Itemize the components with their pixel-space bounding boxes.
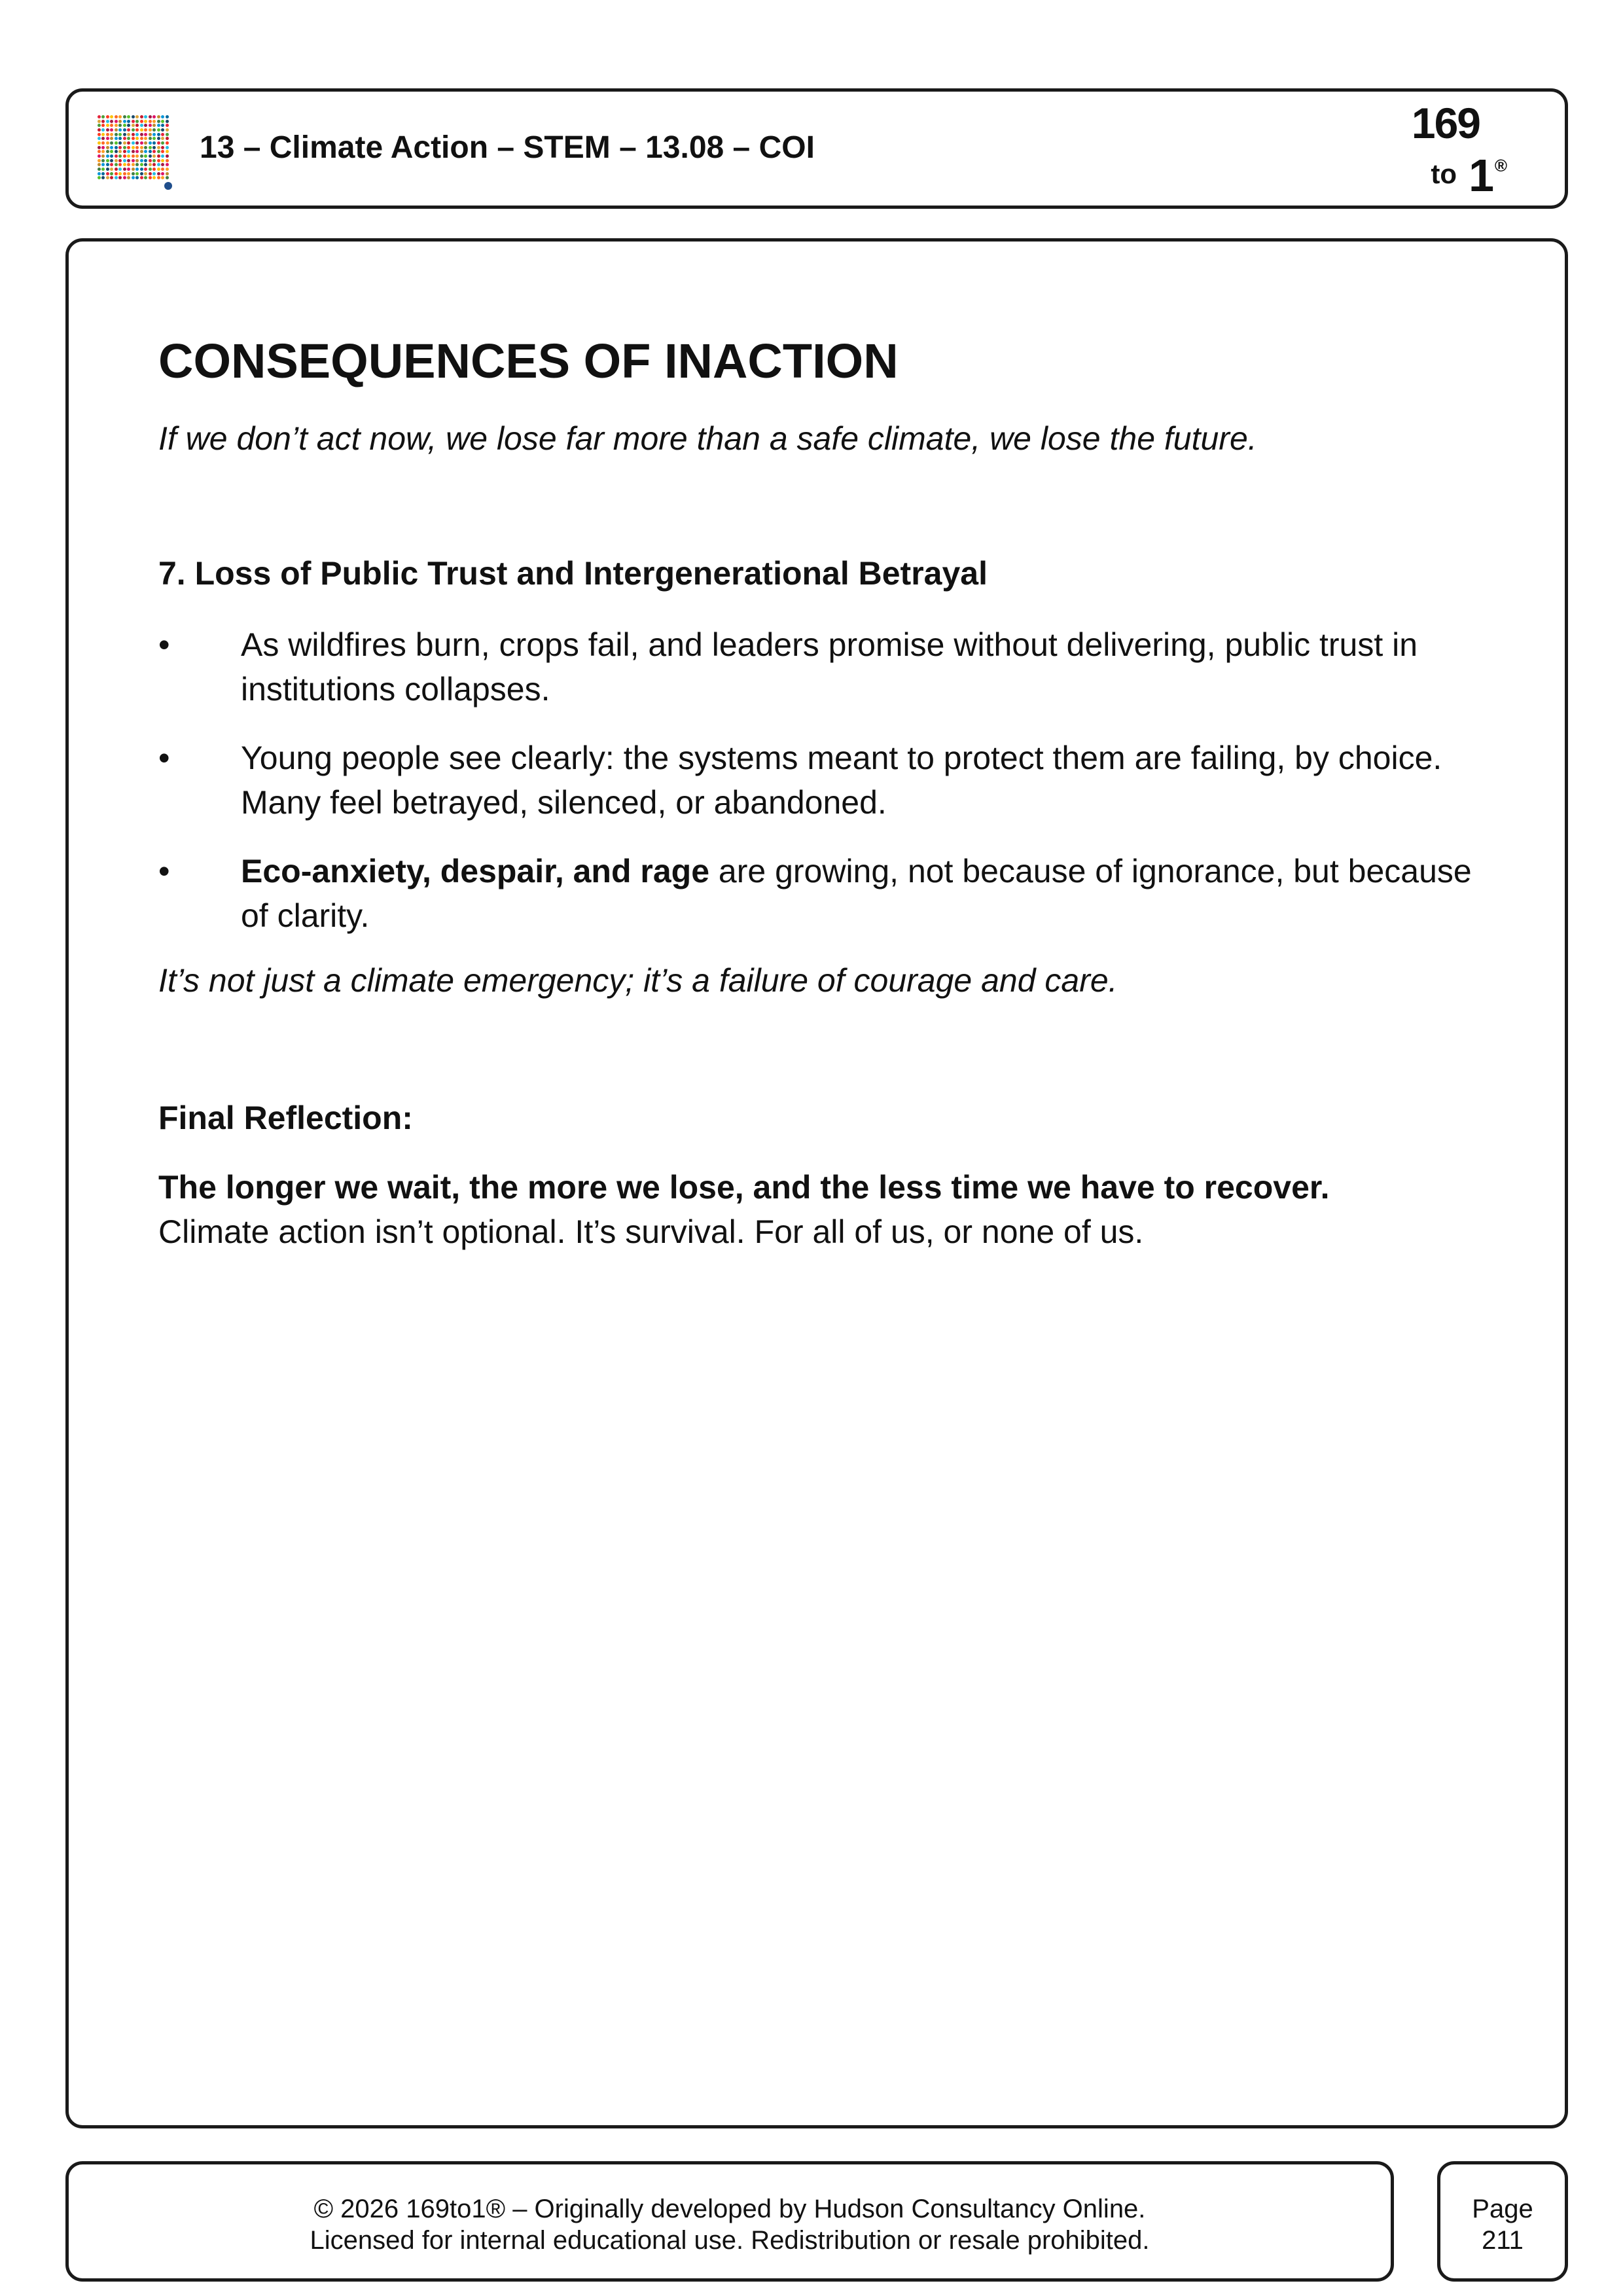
logo-dot <box>144 128 147 132</box>
logo-dot <box>98 172 101 175</box>
logo-dot <box>118 141 122 145</box>
logo-dot <box>115 168 118 171</box>
logo-dot <box>123 159 126 162</box>
logo-dot <box>127 172 130 175</box>
logo-dot <box>106 159 109 162</box>
logo-dot <box>127 176 130 179</box>
logo-dot <box>166 146 169 149</box>
logo-dot <box>166 172 169 175</box>
logo-dot <box>110 159 113 162</box>
section-heading: 7. Loss of Public Trust and Intergenerational Betrayal <box>158 555 988 592</box>
logo-dot <box>157 159 160 162</box>
logo-dot <box>135 141 139 145</box>
bullet-body: Young people see clearly: the systems meant to protect them are failing, by choice. Many feel betrayed, silenced, or abandoned. <box>241 740 1442 821</box>
sdg-dot-grid-logo <box>98 115 169 181</box>
logo-dot <box>157 115 160 118</box>
logo-dot <box>98 168 101 171</box>
logo-dot <box>123 163 126 166</box>
logo-dot <box>161 176 164 179</box>
logo-dot <box>123 128 126 132</box>
logo-dot <box>110 176 113 179</box>
logo-dot <box>132 128 135 132</box>
logo-dot <box>123 146 126 149</box>
logo-dot <box>115 128 118 132</box>
logo-dot <box>152 154 156 158</box>
logo-dot <box>161 154 164 158</box>
logo-dot <box>166 168 169 171</box>
logo-dot <box>157 120 160 123</box>
logo-dot <box>135 133 139 136</box>
logo-dot <box>144 150 147 153</box>
logo-dot <box>144 176 147 179</box>
logo-dot <box>101 128 105 132</box>
logo-dot <box>127 146 130 149</box>
logo-dot <box>135 146 139 149</box>
logo-dot <box>118 124 122 127</box>
logo-dot <box>101 115 105 118</box>
logo-dot <box>144 172 147 175</box>
logo-dot <box>161 159 164 162</box>
logo-dot <box>135 120 139 123</box>
logo-dot <box>118 176 122 179</box>
logo-dot <box>140 120 143 123</box>
logo-dot <box>157 133 160 136</box>
logo-dot <box>132 141 135 145</box>
page-number-box <box>1437 2161 1568 2282</box>
logo-dot <box>166 133 169 136</box>
footer-bar <box>65 2161 1394 2282</box>
logo-dot <box>166 159 169 162</box>
logo-dot <box>144 146 147 149</box>
logo-dot <box>157 176 160 179</box>
logo-dot <box>123 176 126 179</box>
logo-dot <box>149 146 152 149</box>
page-number: 211 <box>1482 2226 1524 2255</box>
copyright-line: © 2026 169to1® – Originally developed by Hudson Consultancy Online. <box>313 2195 1146 2223</box>
logo-dot <box>132 137 135 140</box>
logo-dot <box>123 141 126 145</box>
page-subtitle: If we don’t act now, we lose far more than a safe climate, we lose the future. <box>158 420 1257 457</box>
logo-dot <box>166 137 169 140</box>
logo-dot <box>152 159 156 162</box>
bullet-marker: • <box>158 626 170 663</box>
logo-dot <box>149 168 152 171</box>
logo-dot <box>144 163 147 166</box>
logo-dot <box>166 115 169 118</box>
logo-dot <box>115 137 118 140</box>
logo-dot <box>118 146 122 149</box>
logo-dot <box>118 172 122 175</box>
logo-dot <box>98 150 101 153</box>
bullet-body: As wildfires burn, crops fail, and leaders promise without delivering, public trust in institutions collapses. <box>241 626 1418 708</box>
logo-dot <box>127 154 130 158</box>
logo-dot <box>132 150 135 153</box>
logo-dot <box>115 146 118 149</box>
logo-dot <box>166 141 169 145</box>
logo-dot <box>118 159 122 162</box>
logo-dot <box>98 146 101 149</box>
logo-dot <box>140 150 143 153</box>
logo-dot <box>118 163 122 166</box>
logo-dot <box>106 115 109 118</box>
logo-dot <box>157 146 160 149</box>
logo-dot <box>135 168 139 171</box>
logo-dot <box>166 150 169 153</box>
logo-dot <box>101 154 105 158</box>
logo-dot <box>132 120 135 123</box>
logo-dot <box>127 168 130 171</box>
logo-dot <box>140 168 143 171</box>
logo-dot <box>149 128 152 132</box>
logo-dot <box>98 133 101 136</box>
logo-dot <box>149 154 152 158</box>
logo-dot <box>140 133 143 136</box>
bullet-text <box>241 736 1491 825</box>
logo-dot <box>166 120 169 123</box>
logo-dot <box>127 133 130 136</box>
brand-to: to <box>1431 158 1457 189</box>
logo-dot <box>115 150 118 153</box>
logo-dot <box>110 120 113 123</box>
logo-dot <box>144 154 147 158</box>
logo-dot <box>149 133 152 136</box>
brand-number: 169 <box>1411 99 1480 147</box>
closing-statement: It’s not just a climate emergency; it’s a failure of courage and care. <box>158 962 1118 999</box>
logo-dot <box>127 120 130 123</box>
logo-dot <box>98 115 101 118</box>
logo-dot <box>135 159 139 162</box>
final-reflection-bold: The longer we wait, the more we lose, and the less time we have to recover. <box>158 1169 1330 1206</box>
logo-dot <box>101 150 105 153</box>
logo-dot <box>140 159 143 162</box>
logo-dot <box>106 128 109 132</box>
logo-dot <box>115 172 118 175</box>
logo-dot <box>115 163 118 166</box>
logo-dot <box>123 133 126 136</box>
logo-dot <box>152 141 156 145</box>
logo-dot <box>161 137 164 140</box>
logo-dot <box>149 115 152 118</box>
logo-accent-dot <box>164 182 172 190</box>
logo-dot <box>115 159 118 162</box>
logo-dot <box>161 163 164 166</box>
logo-dot <box>149 141 152 145</box>
logo-dot <box>149 137 152 140</box>
logo-dot <box>123 137 126 140</box>
bullet-body: are growing, not because of ignorance, but because of clarity. <box>241 853 1472 934</box>
logo-dot <box>132 168 135 171</box>
logo-dot <box>101 120 105 123</box>
logo-dot <box>140 128 143 132</box>
logo-dot <box>157 172 160 175</box>
logo-dot <box>157 168 160 171</box>
logo-dot <box>106 133 109 136</box>
logo-dot <box>127 163 130 166</box>
logo-dot <box>140 163 143 166</box>
logo-dot <box>149 120 152 123</box>
logo-dot <box>115 141 118 145</box>
logo-dot <box>101 133 105 136</box>
logo-dot <box>132 146 135 149</box>
logo-dot <box>118 150 122 153</box>
logo-dot <box>115 115 118 118</box>
logo-dot <box>106 163 109 166</box>
logo-dot <box>101 141 105 145</box>
logo-dot <box>110 163 113 166</box>
logo-dot <box>98 154 101 158</box>
logo-dot <box>144 133 147 136</box>
page-heading: CONSEQUENCES OF INACTION <box>158 334 899 388</box>
logo-dot <box>144 159 147 162</box>
final-reflection-text: Climate action isn’t optional. It’s survival. For all of us, or none of us. <box>158 1213 1144 1250</box>
logo-dot <box>110 124 113 127</box>
logo-dot <box>149 124 152 127</box>
logo-dot <box>149 159 152 162</box>
logo-dot <box>144 124 147 127</box>
logo-dot <box>166 124 169 127</box>
logo-dot <box>132 154 135 158</box>
logo-dot <box>127 141 130 145</box>
brand-registered-mark: ® <box>1494 156 1507 175</box>
bullet-marker: • <box>158 740 170 776</box>
logo-dot <box>157 128 160 132</box>
logo-dot <box>135 176 139 179</box>
logo-dot <box>118 128 122 132</box>
logo-dot <box>152 146 156 149</box>
logo-dot <box>132 133 135 136</box>
logo-dot <box>127 150 130 153</box>
logo-dot <box>132 159 135 162</box>
logo-dot <box>106 172 109 175</box>
logo-dot <box>140 141 143 145</box>
logo-dot <box>110 154 113 158</box>
logo-dot <box>152 120 156 123</box>
logo-dot <box>118 137 122 140</box>
logo-dot <box>101 137 105 140</box>
logo-dot <box>132 115 135 118</box>
logo-dot <box>98 141 101 145</box>
logo-dot <box>157 124 160 127</box>
logo-dot <box>166 154 169 158</box>
logo-dot <box>157 141 160 145</box>
logo-dot <box>152 150 156 153</box>
logo-dot <box>152 137 156 140</box>
logo-dot <box>106 150 109 153</box>
logo-dot <box>157 137 160 140</box>
logo-dot <box>115 176 118 179</box>
logo-dot <box>135 124 139 127</box>
logo-dot <box>166 163 169 166</box>
logo-dot <box>123 150 126 153</box>
logo-dot <box>140 124 143 127</box>
logo-dot <box>110 150 113 153</box>
logo-dot <box>98 124 101 127</box>
logo-dot <box>123 154 126 158</box>
logo-dot <box>106 154 109 158</box>
logo-dot <box>132 163 135 166</box>
logo-dot <box>110 137 113 140</box>
logo-dot <box>127 159 130 162</box>
logo-dot <box>110 133 113 136</box>
page-label: Page <box>1472 2195 1533 2223</box>
logo-dot <box>157 154 160 158</box>
logo-dot <box>118 120 122 123</box>
logo-dot <box>115 133 118 136</box>
logo-dot <box>140 176 143 179</box>
logo-dot <box>123 115 126 118</box>
logo-dot <box>132 176 135 179</box>
logo-dot <box>161 141 164 145</box>
logo-dot <box>132 172 135 175</box>
logo-dot <box>149 172 152 175</box>
logo-dot <box>149 150 152 153</box>
logo-dot <box>106 120 109 123</box>
bullet-marker: • <box>158 853 170 889</box>
logo-dot <box>161 168 164 171</box>
logo-dot <box>98 120 101 123</box>
logo-dot <box>127 137 130 140</box>
logo-dot <box>140 115 143 118</box>
logo-dot <box>152 124 156 127</box>
logo-dot <box>161 146 164 149</box>
logo-dot <box>157 163 160 166</box>
logo-dot <box>127 128 130 132</box>
brand-one: 1 <box>1469 150 1494 201</box>
logo-dot <box>161 120 164 123</box>
document-title: 13 – Climate Action – STEM – 13.08 – COI <box>200 130 815 165</box>
bullet-text <box>241 849 1491 938</box>
logo-dot <box>140 137 143 140</box>
logo-dot <box>110 141 113 145</box>
logo-dot <box>149 176 152 179</box>
logo-dot <box>135 128 139 132</box>
logo-dot <box>144 115 147 118</box>
logo-dot <box>152 133 156 136</box>
logo-dot <box>115 154 118 158</box>
logo-dot <box>110 115 113 118</box>
final-reflection-heading: Final Reflection: <box>158 1100 413 1136</box>
logo-dot <box>118 115 122 118</box>
logo-dot <box>135 163 139 166</box>
logo-dot <box>135 115 139 118</box>
logo-dot <box>118 133 122 136</box>
logo-dot <box>123 124 126 127</box>
logo-dot <box>98 163 101 166</box>
header-bar <box>65 88 1568 209</box>
logo-dot <box>161 172 164 175</box>
logo-dot <box>101 163 105 166</box>
logo-dot <box>101 146 105 149</box>
content-panel <box>65 238 1568 2128</box>
logo-dot <box>123 172 126 175</box>
logo-dot <box>110 172 113 175</box>
logo-dot <box>101 168 105 171</box>
logo-dot <box>101 172 105 175</box>
bullet-bold: Eco-anxiety, despair, and rage <box>241 853 710 889</box>
logo-dot <box>161 128 164 132</box>
logo-dot <box>161 115 164 118</box>
logo-dot <box>161 133 164 136</box>
logo-dot <box>98 176 101 179</box>
logo-dot <box>140 172 143 175</box>
logo-dot <box>132 124 135 127</box>
logo-dot <box>135 137 139 140</box>
logo-dot <box>152 176 156 179</box>
logo-dot <box>118 168 122 171</box>
logo-dot <box>123 120 126 123</box>
logo-dot <box>106 146 109 149</box>
logo-dot <box>110 168 113 171</box>
logo-dot <box>98 128 101 132</box>
logo-dot <box>106 124 109 127</box>
license-line: Licensed for internal educational use. Redistribution or resale prohibited. <box>310 2226 1150 2255</box>
logo-dot <box>152 128 156 132</box>
logo-dot <box>127 124 130 127</box>
logo-dot <box>166 128 169 132</box>
logo-dot <box>166 176 169 179</box>
logo-dot <box>127 115 130 118</box>
logo-dot <box>101 176 105 179</box>
logo-dot <box>152 172 156 175</box>
logo-dot <box>106 176 109 179</box>
logo-dot <box>106 168 109 171</box>
logo-dot <box>101 124 105 127</box>
logo-dot <box>152 163 156 166</box>
logo-dot <box>115 120 118 123</box>
logo-dot <box>98 137 101 140</box>
logo-dot <box>135 172 139 175</box>
logo-dot <box>149 163 152 166</box>
logo-dot <box>161 150 164 153</box>
logo-dot <box>144 120 147 123</box>
logo-dot <box>118 154 122 158</box>
logo-dot <box>144 168 147 171</box>
logo-dot <box>110 146 113 149</box>
logo-dot <box>115 124 118 127</box>
logo-dot <box>161 124 164 127</box>
logo-dot <box>101 159 105 162</box>
logo-dot <box>152 115 156 118</box>
logo-dot <box>106 137 109 140</box>
logo-dot <box>144 141 147 145</box>
logo-dot <box>106 141 109 145</box>
logo-dot <box>152 168 156 171</box>
logo-dot <box>144 137 147 140</box>
logo-dot <box>135 154 139 158</box>
logo-dot <box>110 128 113 132</box>
logo-dot <box>135 150 139 153</box>
logo-dot <box>140 154 143 158</box>
logo-dot <box>140 146 143 149</box>
logo-dot <box>98 159 101 162</box>
logo-dot <box>157 150 160 153</box>
bullet-text <box>241 622 1491 711</box>
logo-dot <box>123 168 126 171</box>
